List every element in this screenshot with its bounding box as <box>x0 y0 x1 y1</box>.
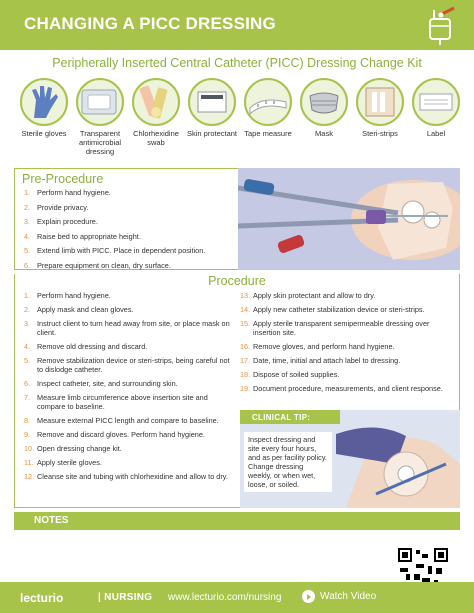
kit-item-dressing: Transparent antimicrobial dressing <box>74 78 126 168</box>
list-item: 8. Measure external PICC length and compare to baseline. <box>24 416 219 425</box>
list-item: 4. Raise bed to appropriate height. <box>24 231 141 241</box>
list-item: 2. Provide privacy. <box>24 202 89 212</box>
list-item: 14. Apply new catheter stabilization device or steri-strips. <box>240 305 425 314</box>
list-item: 17. Date, time, initial and attach label to dressing. <box>240 356 401 365</box>
steri-strips-icon <box>358 80 402 124</box>
clinical-tip-text: Inspect dressing and site every four hours, and as per facility policy. Change dressing weekly, or when wet, loose, or soiled. <box>244 432 332 492</box>
list-item: 16. Remove gloves, and perform hand hygiene. <box>240 342 395 351</box>
list-item: 5. Remove stabilization device or steri-strips, being careful not to dislodge catheter. <box>24 356 230 374</box>
procedure-title: Procedure <box>208 274 266 288</box>
list-item: 10. Open dressing change kit. <box>24 444 122 453</box>
kit-item-skin-protectant: Skin protectant <box>186 78 238 168</box>
list-item: 11. Apply sterile gloves. <box>24 458 102 467</box>
kit-items <box>18 78 462 168</box>
list-item: 15. Apply sterile transparent semipermeable dressing over insertion site. <box>240 319 430 337</box>
clinical-tip <box>240 410 460 508</box>
kit-item-tape-measure: Tape measure <box>242 78 294 168</box>
kit-title: Peripherally Inserted Central Catheter (PICC) Dressing Change Kit <box>52 56 422 70</box>
brand-logo: lecturio <box>20 591 64 605</box>
list-item: 18. Dispose of soiled supplies. <box>240 370 340 379</box>
kit-item-mask: Mask <box>298 78 350 168</box>
watch-video-button[interactable]: Watch Video <box>302 590 376 603</box>
kit-item-label: Label <box>410 78 462 168</box>
brand-nursing: | NURSING <box>98 592 153 603</box>
list-item: 4. Remove old dressing and discard. <box>24 342 148 351</box>
skin-protectant-icon <box>190 80 234 124</box>
notes-area[interactable] <box>14 530 394 578</box>
play-icon <box>302 590 315 603</box>
list-item: 9. Remove and discard gloves. Perform hand hygiene. <box>24 430 205 439</box>
procedure-steps-left <box>24 291 230 486</box>
clinical-tip-title: CLINICAL TIP: <box>240 410 340 424</box>
procedure-steps-right <box>240 291 452 398</box>
list-item: 19. Document procedure, measurements, and client response. <box>240 384 443 393</box>
kit-item-steri-strips: Steri-strips <box>354 78 406 168</box>
gloves-icon <box>22 80 66 124</box>
notes-label: NOTES <box>34 515 69 526</box>
footer-bar <box>0 582 474 613</box>
website-link[interactable]: www.lecturio.com/nursing <box>168 592 282 603</box>
list-item: 13. Apply skin protectant and allow to dry. <box>240 291 376 300</box>
picc-illustration <box>238 168 460 270</box>
pre-procedure-steps <box>24 188 234 276</box>
notes-bar <box>14 512 460 530</box>
label-icon <box>414 80 458 124</box>
page-title: CHANGING A PICC DRESSING <box>24 14 276 33</box>
swab-icon <box>134 80 178 124</box>
list-item: 3. Explain procedure. <box>24 217 98 227</box>
iv-bag-icon <box>420 6 460 46</box>
list-item: 1. Perform hand hygiene. <box>24 188 111 197</box>
list-item: 7. Measure limb circumference above insertion site and compare to baseline. <box>24 393 208 411</box>
dressing-icon <box>78 80 122 124</box>
list-item: 6. Inspect catheter, site, and surrounding skin. <box>24 379 178 388</box>
pre-procedure-title: Pre-Procedure <box>22 172 104 186</box>
kit-item-swab: Chlorhexidine swab <box>130 78 182 168</box>
tape-measure-icon <box>246 80 290 124</box>
list-item: 5. Extend limb with PICC. Place in dependent position. <box>24 246 206 256</box>
dressing-inspection-illustration <box>336 424 460 508</box>
list-item: 3. Instruct client to turn head away from site, or place mask on client. <box>24 319 230 337</box>
kit-item-gloves: Sterile gloves <box>18 78 70 168</box>
mask-icon <box>302 80 346 124</box>
list-item: 6. Prepare equipment on clean, dry surface. <box>24 260 171 270</box>
header-bar <box>0 0 474 50</box>
list-item: 2. Apply mask and clean gloves. <box>24 305 134 314</box>
list-item: 1. Perform hand hygiene. <box>24 291 111 300</box>
list-item: 12. Cleanse site and tubing with chlorhexidine and allow to dry. <box>24 472 228 481</box>
